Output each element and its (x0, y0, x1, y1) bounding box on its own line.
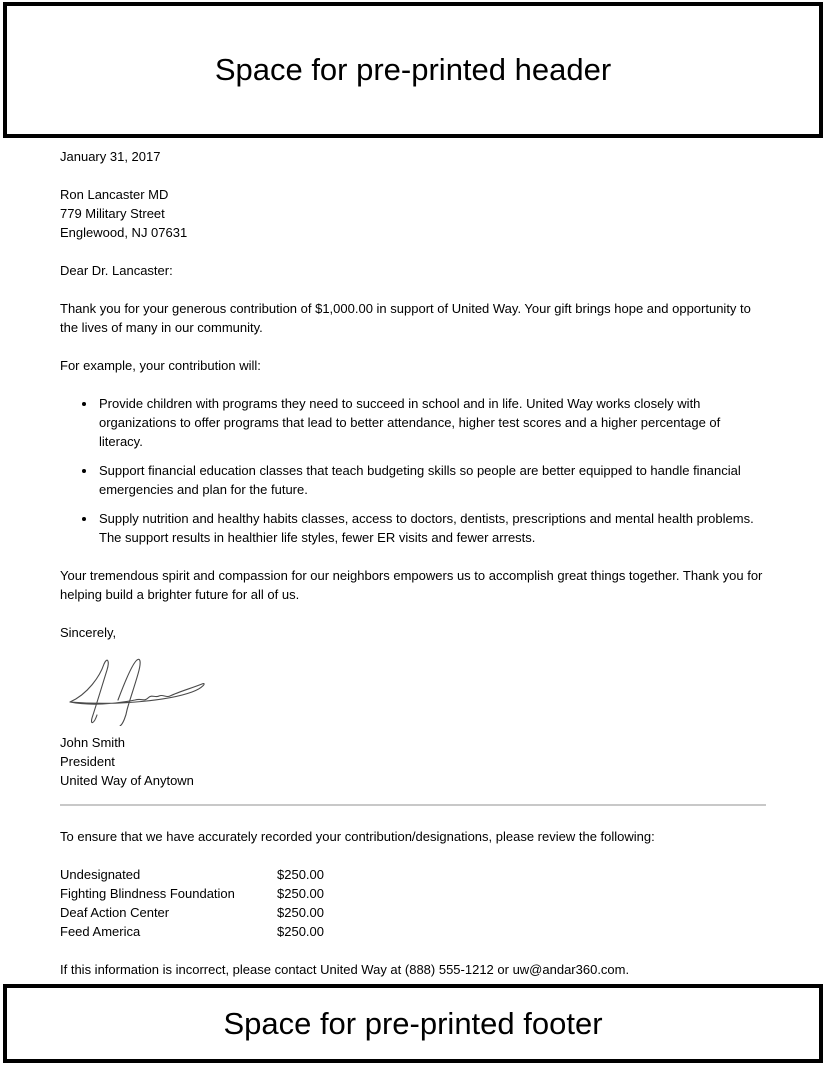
paragraph-thanks: Thank you for your generous contribution of $1,000.00 in support of United Way. Your gift brings hope and opportunity to the lives of many in our community. (60, 301, 751, 335)
designation-name: Feed America (60, 924, 141, 939)
paragraph-closing: Your tremendous spirit and compassion for our neighbors empowers us to accomplish great things together. Thank you for helping build a brighter future for all of us. (60, 568, 763, 602)
signer-block (60, 733, 766, 790)
designation-amount: $250.00 (277, 905, 324, 920)
contribution-bullet: • Provide children with programs they need to succeed in school and in life. United Way works closely with organizations to offer programs that lead to better attendance, higher test scores and a higher percentage of literacy. (97, 394, 766, 451)
preprinted-footer-box (3, 984, 823, 1063)
signature-image (60, 654, 766, 726)
designation-name: Fighting Blindness Foundation (60, 886, 235, 901)
recipient-address-block (60, 185, 766, 242)
signer-name: John Smith (60, 735, 126, 750)
designations-table (60, 865, 766, 941)
signer-title: President (60, 754, 115, 769)
letter-date: January 31, 2017 (60, 149, 161, 164)
designation-amount: $250.00 (277, 867, 324, 882)
signer-organization: United Way of Anytown (60, 773, 194, 788)
contribution-bullet-list (60, 394, 766, 547)
salutation: Dear Dr. Lancaster: (60, 263, 173, 278)
recipient-city-line: Englewood, NJ 07631 (60, 225, 188, 240)
section-divider (60, 804, 766, 806)
contribution-bullet: • Support financial education classes that teach budgeting skills so people are better equipped to handle financial emergencies and plan for the future. (97, 461, 766, 499)
contact-line: If this information is incorrect, please contact United Way at (888) 555-1212 or uw@andar360.com. (60, 962, 630, 977)
valediction: Sincerely, (60, 625, 117, 640)
designation-amount: $250.00 (277, 924, 324, 939)
recipient-name: Ron Lancaster MD (60, 187, 169, 202)
recipient-street: 779 Military Street (60, 206, 165, 221)
designation-name: Deaf Action Center (60, 905, 170, 920)
designation-name: Undesignated (60, 867, 141, 882)
letter-body (60, 147, 766, 979)
review-intro: To ensure that we have accurately recorded your contribution/designations, please review the following: (60, 829, 655, 844)
contribution-bullet: • Supply nutrition and healthy habits classes, access to doctors, dentists, prescriptions and mental health problems. The support results in healthier life styles, fewer ER visits and fewer arrests. (97, 509, 766, 547)
preprinted-header-label: Space for pre-printed header (214, 52, 612, 87)
paragraph-contribution-intro: For example, your contribution will: (60, 358, 261, 373)
preprinted-footer-label: Space for pre-printed footer (223, 1005, 603, 1041)
preprinted-header-box (3, 2, 823, 138)
designation-amount: $250.00 (277, 886, 324, 901)
